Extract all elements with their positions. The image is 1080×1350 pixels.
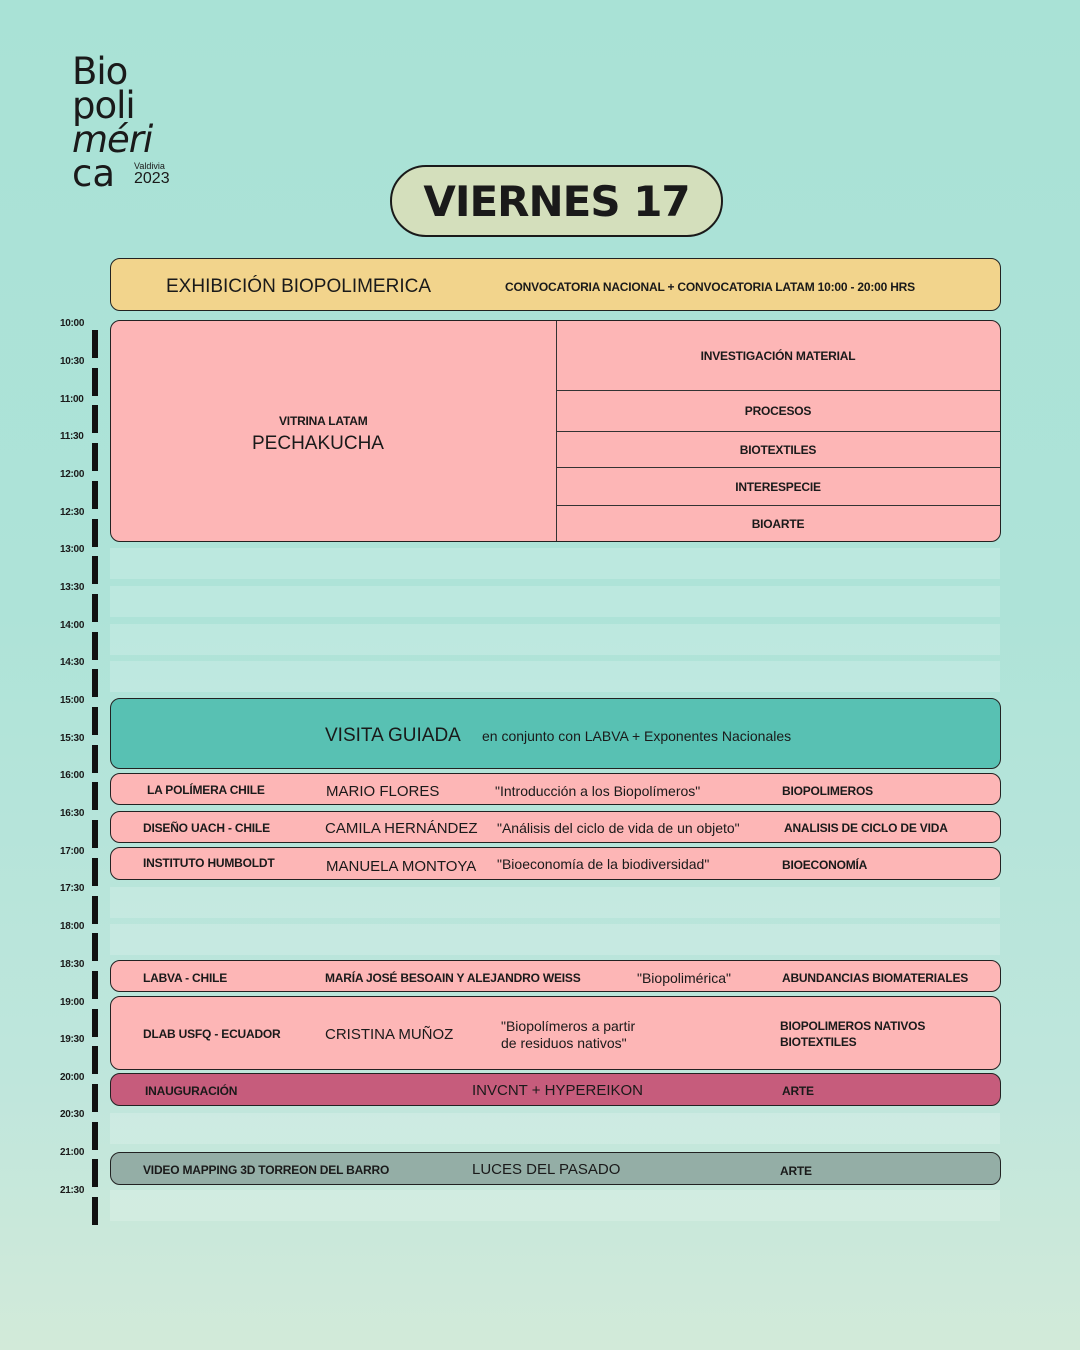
time-label: 18:00 (60, 921, 85, 932)
talk-speaker: CAMILA HERNÁNDEZ (325, 820, 478, 837)
time-label: 19:00 (60, 997, 85, 1008)
guided-visit-detail: en conjunto con LABVA + Exponentes Nacionales (482, 728, 792, 744)
inauguration-label: INAUGURACIÓN (145, 1084, 238, 1098)
axis-segment (92, 858, 98, 886)
time-label: 12:00 (60, 469, 85, 480)
talk-topic: BIOPOLIMEROS (782, 784, 873, 798)
axis-segment (92, 1046, 98, 1074)
time-label: 11:00 (60, 394, 84, 405)
time-label: 12:30 (60, 507, 85, 518)
time-label: 16:30 (60, 808, 85, 819)
topic-row (556, 321, 1000, 390)
topic-row (556, 431, 1000, 467)
talk-title: "Introducción a los Biopolímeros" (495, 783, 701, 799)
day-title: VIERNES 17 (390, 165, 723, 237)
logo-year: 2023 (134, 170, 170, 187)
axis-segment (92, 971, 98, 999)
time-label: 15:00 (60, 695, 85, 706)
talk-row (110, 847, 1001, 880)
pechakucha-kicker: VITRINA LATAM (279, 414, 368, 428)
inauguration-topic: ARTE (782, 1084, 814, 1098)
topic-label: BIOARTE (751, 516, 805, 531)
axis-segment (92, 368, 98, 396)
talk-org: INSTITUTO HUMBOLDT (143, 856, 275, 870)
axis-segment (92, 519, 98, 547)
time-axis (92, 320, 98, 1222)
time-label: 21:00 (60, 1147, 85, 1158)
topic-row (556, 390, 1000, 431)
axis-segment (92, 632, 98, 660)
topic-label: INTERESPECIE (735, 479, 821, 494)
topic-row (556, 467, 1000, 505)
exhibition-block (110, 258, 1001, 311)
talk-speaker: MANUELA MONTOYA (326, 858, 477, 875)
talk-row (110, 960, 1001, 992)
talk-org: LABVA - CHILE (143, 971, 228, 985)
time-label: 19:30 (60, 1034, 85, 1045)
bg-row (110, 661, 1000, 692)
axis-segment (92, 896, 98, 924)
talk-topic-line1: BIOPOLIMEROS NATIVOS (780, 1019, 926, 1033)
bg-row (110, 548, 1000, 579)
axis-segment (92, 405, 98, 433)
logo-line-3: méri (72, 118, 153, 161)
logo-line-4: ca (72, 152, 116, 195)
talk-speaker: MARIO FLORES (326, 783, 440, 800)
talk-speaker: MARÍA JOSÉ BESOAIN Y ALEJANDRO WEISS (325, 971, 581, 985)
logo-city: Valdivia (134, 161, 165, 171)
pechakucha-title: PECHAKUCHA (252, 433, 384, 454)
time-label: 17:30 (60, 883, 85, 894)
exhibition-detail: CONVOCATORIA NACIONAL + CONVOCATORIA LATAM 10:00 - 20:00 HRS (505, 280, 915, 294)
logo-footer (72, 152, 182, 195)
talk-title-line2: de residuos nativos" (501, 1035, 627, 1051)
topic-label: PROCESOS (744, 404, 812, 418)
time-label: 20:30 (60, 1109, 85, 1120)
logo-line-1: Bio (72, 50, 128, 93)
talk-topic: BIOECONOMÍA (782, 858, 868, 872)
bg-row (110, 586, 1000, 617)
pechakucha-block (110, 320, 1001, 542)
inauguration-block (110, 1073, 1001, 1106)
time-label: 21:30 (60, 1185, 85, 1196)
bg-row (110, 624, 1000, 655)
talk-topic-line2: BIOTEXTILES (780, 1035, 857, 1049)
time-label: 15:30 (60, 733, 85, 744)
talk-speaker: CRISTINA MUÑOZ (325, 1026, 454, 1043)
axis-segment (92, 443, 98, 471)
talk-org: DISEÑO UACH - CHILE (143, 821, 270, 835)
axis-segment (92, 1122, 98, 1150)
axis-segment (92, 1084, 98, 1112)
biopolimerica-logo (72, 50, 182, 195)
axis-segment (92, 933, 98, 961)
axis-segment (92, 330, 98, 358)
talk-topic: ANALISIS DE CICLO DE VIDA (784, 821, 948, 835)
axis-segment (92, 707, 98, 735)
time-label: 10:00 (60, 318, 85, 329)
bg-row (110, 1190, 1000, 1221)
axis-segment (92, 1197, 98, 1225)
time-label: 10:30 (60, 356, 85, 367)
time-label: 18:30 (60, 959, 85, 970)
talk-row (110, 773, 1001, 805)
talk-row (110, 811, 1001, 843)
time-label: 17:00 (60, 846, 85, 857)
time-label: 14:00 (60, 620, 85, 631)
time-label: 13:00 (60, 544, 85, 555)
time-label: 13:30 (60, 582, 85, 593)
talk-title-line1: "Biopolímeros a partir (501, 1018, 636, 1034)
time-label: 11:30 (60, 431, 84, 442)
axis-segment (92, 669, 98, 697)
bg-row (110, 924, 1000, 955)
talk-org: LA POLÍMERA CHILE (147, 783, 265, 797)
topic-label: INVESTIGACIÓN MATERIAL (700, 348, 856, 363)
axis-segment (92, 820, 98, 848)
talk-title: "Análisis del ciclo de vida de un objeto" (497, 820, 740, 836)
guided-visit-title: VISITA GUIADA (325, 725, 461, 746)
time-label: 14:30 (60, 657, 85, 668)
bg-row (110, 887, 1000, 918)
axis-segment (92, 782, 98, 810)
axis-segment (92, 1159, 98, 1187)
talk-row (110, 996, 1001, 1070)
topic-row (556, 505, 1000, 541)
talk-topic: ABUNDANCIAS BIOMATERIALES (782, 971, 969, 985)
logo-line-2: poli (72, 84, 135, 127)
axis-segment (92, 556, 98, 584)
video-mapping-label: VIDEO MAPPING 3D TORREON DEL BARRO (143, 1163, 390, 1177)
talk-title: "Bioeconomía de la biodiversidad" (497, 856, 710, 872)
video-mapping-block (110, 1152, 1001, 1185)
video-mapping-title: LUCES DEL PASADO (472, 1161, 621, 1178)
axis-segment (92, 594, 98, 622)
bg-row (110, 1113, 1000, 1144)
talk-title: "Biopolimérica" (637, 970, 731, 986)
axis-segment (92, 1009, 98, 1037)
inauguration-title: INVCNT + HYPEREIKON (472, 1082, 644, 1099)
time-label: 20:00 (60, 1072, 85, 1083)
time-label: 16:00 (60, 770, 85, 781)
exhibition-title: EXHIBICIÓN BIOPOLIMERICA (166, 276, 431, 297)
video-mapping-topic: ARTE (780, 1164, 812, 1178)
axis-segment (92, 745, 98, 773)
talk-org: DLAB USFQ - ECUADOR (143, 1027, 281, 1041)
guided-visit-block (110, 698, 1001, 769)
topic-label: BIOTEXTILES (739, 442, 817, 457)
axis-segment (92, 481, 98, 509)
